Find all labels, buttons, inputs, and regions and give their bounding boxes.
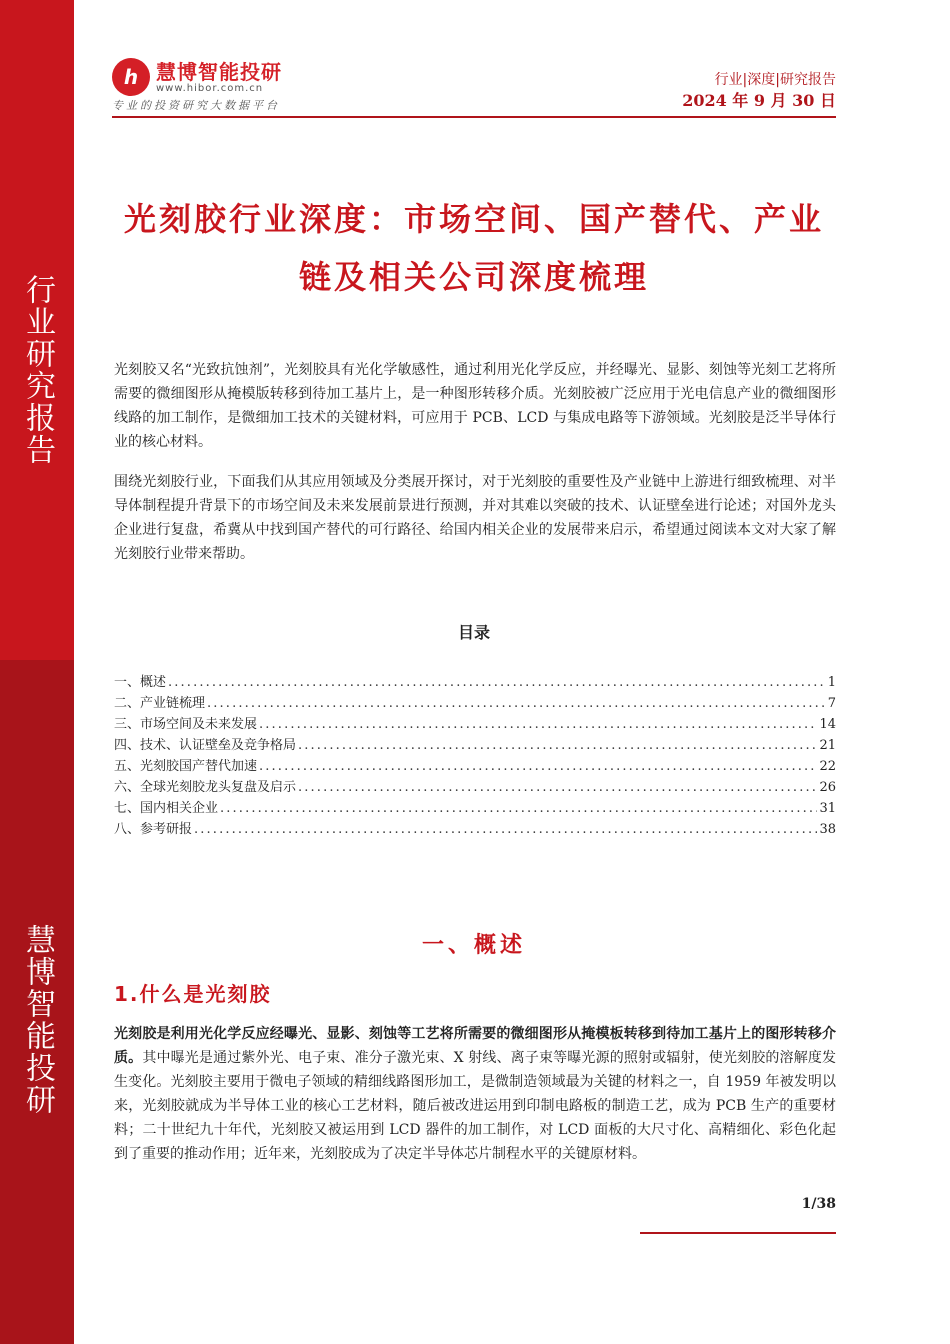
section-body: 其中曝光是通过紫外光、电子束、准分子激光束、X 射线、离子束等曝光源的照射或辐射，使光刻胶的溶解度发生变化。光刻胶主要用于微电子领域的精细线路图形加工，是微制造领域最为关键的材料之一，自 1959 年被发明以来，光刻胶就成为半导体工业的核心工艺材料，随后被改进运用到印制电路板的制造工艺，成为 PCB 生产的重要材料；二十世纪九十年代，光刻胶又被运用到 LCD 器件的加工制作，对 LCD 面板的大尺寸化、高精细化、彩色化起到了重要的推动作用；近年来，光刻胶成为了决定半导体芯片制程水平的关键原材料。	[114, 1050, 837, 1162]
logo-mark-icon: h	[112, 58, 150, 96]
toc-item-page: 1	[827, 675, 836, 690]
page-title: 光刻胶行业深度：市场空间、国产替代、产业链及相关公司深度梳理	[123, 200, 824, 296]
intro-paragraph-1: 光刻胶又名“光致抗蚀剂”，光刻胶具有光化学敏感性，通过利用光化学反应，并经曝光、显影、刻蚀等光刻工艺将所需要的微细图形从掩模版转移到待加工基片上，是一种图形转移介质。光刻胶被广泛应用于光电信息产业的微细图形线路的加工制作，是微细加工技术的关键材料，可应用于 PCB、LCD 与集成电路等下游领域。光刻胶是泛半导体行业的核心材料。	[114, 362, 836, 450]
toc-title: 目录	[457, 623, 490, 642]
toc-item-label: 二、产业链梳理	[114, 696, 206, 711]
section-subheading: 1.什么是光刻胶	[114, 982, 272, 1006]
toc-item-label: 三、市场空间及未来发展	[114, 717, 258, 732]
toc-leader	[220, 798, 817, 819]
toc-item-page: 21	[819, 738, 836, 753]
header-divider	[112, 116, 836, 118]
report-type: 行业|深度|研究报告	[714, 72, 836, 88]
logo-name: 慧博智能投研	[156, 59, 282, 84]
toc-item[interactable]	[114, 693, 836, 714]
logo-slogan: 专业的投资研究大数据平台	[112, 99, 280, 112]
toc-leader	[194, 819, 817, 840]
toc-item[interactable]	[114, 735, 836, 756]
toc-item-page: 26	[819, 780, 836, 795]
section-heading: 一、概述	[421, 933, 526, 958]
toc-item-label: 八、参考研报	[114, 822, 193, 837]
sidebar-label-brand: 慧博智能投研	[20, 924, 55, 1116]
toc-leader	[259, 714, 817, 735]
toc-leader	[207, 693, 826, 714]
report-date: 2024 年 9 月 30 日	[682, 91, 836, 110]
table-of-contents	[114, 672, 836, 840]
toc-item[interactable]	[114, 777, 836, 798]
toc-item-page: 7	[827, 696, 836, 711]
toc-item[interactable]	[114, 819, 836, 840]
toc-item-label: 七、国内相关企业	[114, 801, 219, 816]
intro-paragraph-2: 围绕光刻胶行业，下面我们从其应用领域及分类展开探讨，对于光刻胶的重要性及产业链中上游进行细致梳理、对半导体制程提升背景下的市场空间及未来发展前景进行预测，并对其难以突破的技术、认证壁垒进行论述；对国外龙头企业进行复盘，希冀从中找到国产替代的可行路径、给国内相关企业的发展带来启示，希望通过阅读本文对大家了解光刻胶行业带来帮助。	[114, 474, 836, 562]
toc-leader	[298, 735, 817, 756]
toc-leader	[298, 777, 817, 798]
toc-item-label: 五、光刻胶国产替代加速	[114, 759, 258, 774]
footer-divider	[640, 1232, 836, 1234]
toc-item-page: 38	[819, 822, 836, 837]
toc-item[interactable]	[114, 756, 836, 777]
logo-url: www.hibor.com.cn	[156, 82, 264, 94]
toc-leader	[259, 756, 817, 777]
toc-item[interactable]	[114, 714, 836, 735]
toc-item-page: 14	[819, 717, 836, 732]
report-meta	[682, 70, 836, 112]
toc-item-page: 31	[819, 801, 836, 816]
toc-item-label: 四、技术、认证壁垒及竞争格局	[114, 738, 297, 753]
page-number: 1/38	[801, 1196, 836, 1212]
brand-logo[interactable]	[112, 58, 282, 96]
section-paragraph	[114, 1022, 836, 1166]
toc-leader	[168, 672, 826, 693]
toc-item-label: 六、全球光刻胶龙头复盘及启示	[114, 780, 297, 795]
section-bold-lead: 光刻胶是利用光化学反应经曝光、显影、刻蚀等工艺将所需要的微细图形从掩模板转移到待加工基片上的图形转移介质。	[114, 1026, 836, 1066]
toc-item[interactable]	[114, 672, 836, 693]
sidebar-label-industry-report: 行业研究报告	[20, 274, 55, 466]
toc-item-page: 22	[819, 759, 836, 774]
toc-item[interactable]	[114, 798, 836, 819]
toc-item-label: 一、概述	[114, 675, 167, 690]
